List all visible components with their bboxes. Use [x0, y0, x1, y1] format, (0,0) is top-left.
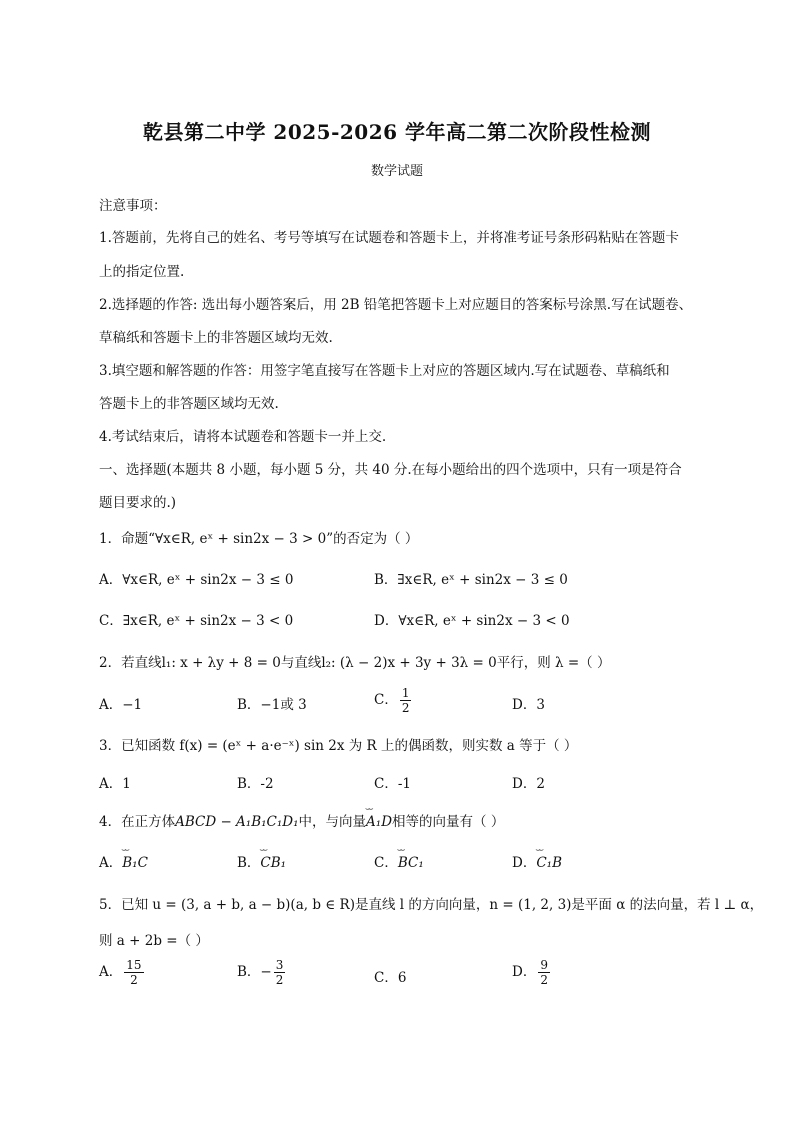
notice-line: 2.选择题的作答: 选出每小题答案后，用 2B 铅笔把答题卡上对应题目的答案标号涂黑.写在试题卷、 [99, 297, 693, 313]
question-5-stem: 5．已知 u = (3, a + b, a − b)(a, b ∈ R)是直线 l 的方向向量，n = (1, 2, 3)是平面 α 的法向量，若 l ⊥ α， [99, 897, 764, 913]
option-label: C． [374, 692, 398, 708]
question-4-stem-mid: 中，与向量 [298, 814, 367, 830]
notice-line: 答题卡上的非答题区域均无效. [99, 396, 279, 412]
section-heading: 一、选择题(本题共 8 小题，每小题 5 分，共 40 分.在每小题给出的四个选项中，只有一项是符合 [99, 462, 682, 478]
fraction [124, 958, 143, 987]
question-3-option-c: C．-1 [374, 776, 411, 792]
cube-label: ABCD − A₁B₁C₁D₁ [175, 814, 299, 830]
question-2-option-c [374, 686, 413, 715]
question-2-option-b: B．−1或 3 [237, 697, 307, 713]
question-4-stem [99, 810, 504, 830]
page-title: 乾县第二中学 2025-2026 学年高二第二次阶段性检测 [142, 120, 652, 144]
fraction-numerator: 15 [126, 958, 142, 972]
question-4-stem-prefix: 4．在正方体 [99, 814, 176, 830]
option-label: D． [512, 855, 537, 871]
question-1-option-c: C．∃x∈R, eˣ + sin2x − 3 < 0 [99, 613, 294, 629]
question-4-option-d [512, 851, 562, 871]
notice-line: 3.填空题和解答题的作答：用签字笔直接写在答题卡上对应的答题区域内.写在试题卷、草稿纸和 [99, 363, 670, 379]
fraction-numerator: 1 [401, 686, 410, 700]
option-vector: ⌣⌣ BC₁ [398, 855, 424, 871]
option-label: B． [237, 855, 261, 871]
question-2-option-d: D．3 [512, 697, 545, 713]
question-4-option-a [99, 851, 148, 871]
notice-line: 4.考试结束后，请将本试题卷和答题卡一并上交. [99, 429, 387, 445]
option-vector: ⌣⌣ CB₁ [260, 855, 286, 871]
notice-line: 草稿纸和答题卡上的非答题区域均无效. [99, 330, 333, 346]
fraction-denominator: 2 [401, 701, 410, 715]
question-3-option-b: B．-2 [237, 776, 274, 792]
question-1-stem: 1．命题“∀x∈R, eˣ + sin2x − 3 > 0”的否定为（ ） [99, 531, 419, 547]
question-3-option-a: A．1 [99, 776, 131, 792]
question-3-stem: 3．已知函数 f(x) = (eˣ + a·e⁻ˣ) sin 2x 为 R 上的偶函数，则实数 a 等于（ ） [99, 738, 578, 754]
fraction [400, 686, 412, 715]
question-5-stem-cont: 则 a + 2b =（ ） [99, 933, 209, 949]
question-4-option-b [237, 851, 286, 871]
page-subtitle: 数学试题 [370, 164, 423, 179]
option-label: A． [99, 964, 123, 980]
option-label: D． [512, 964, 537, 980]
question-5-option-a [99, 958, 146, 987]
question-1-option-b: B．∃x∈R, eˣ + sin2x − 3 ≤ 0 [374, 572, 568, 588]
option-vector: ⌣⌣ B₁C [122, 855, 148, 871]
question-5-option-c: C．6 [374, 970, 407, 986]
fraction-numerator: 9 [540, 958, 548, 972]
notice-line: 上的指定位置. [99, 264, 185, 280]
fraction-denominator: 2 [540, 973, 548, 987]
question-4-stem-suffix: 相等的向量有（ ） [392, 814, 505, 830]
fraction-numerator: 3 [275, 958, 284, 972]
fraction-denominator: 2 [130, 973, 138, 987]
question-2-stem: 2．若直线l₁: x + λy + 8 = 0与直线l₂: (λ − 2)x + 3y + 3λ = 0平行，则 λ =（ ） [99, 655, 611, 671]
question-5-option-b [237, 958, 287, 987]
option-label: B．− [237, 964, 272, 980]
vector-a1d: ⌣⌣ A₁D [366, 814, 392, 830]
question-5-option-d [512, 958, 552, 987]
section-heading-cont: 题目要求的.) [99, 495, 177, 511]
question-4-option-c [374, 851, 424, 871]
question-3-option-d: D．2 [512, 776, 545, 792]
notice-line: 1.答题前，先将自己的姓名、考号等填写在试题卷和答题卡上，并将准考证号条形码粘贴在答题卡 [99, 230, 679, 246]
notice-heading: 注意事项： [99, 198, 167, 214]
fraction [538, 958, 550, 987]
fraction-denominator: 2 [275, 973, 284, 987]
option-vector: ⌣⌣ C₁B [536, 855, 562, 871]
question-2-option-a: A．−1 [99, 697, 143, 713]
question-1-option-a: A．∀x∈R, eˣ + sin2x − 3 ≤ 0 [99, 572, 294, 588]
question-1-option-d: D．∀x∈R, eˣ + sin2x − 3 < 0 [374, 613, 570, 629]
fraction [274, 958, 286, 987]
option-label: C． [374, 855, 398, 871]
option-label: A． [99, 855, 123, 871]
